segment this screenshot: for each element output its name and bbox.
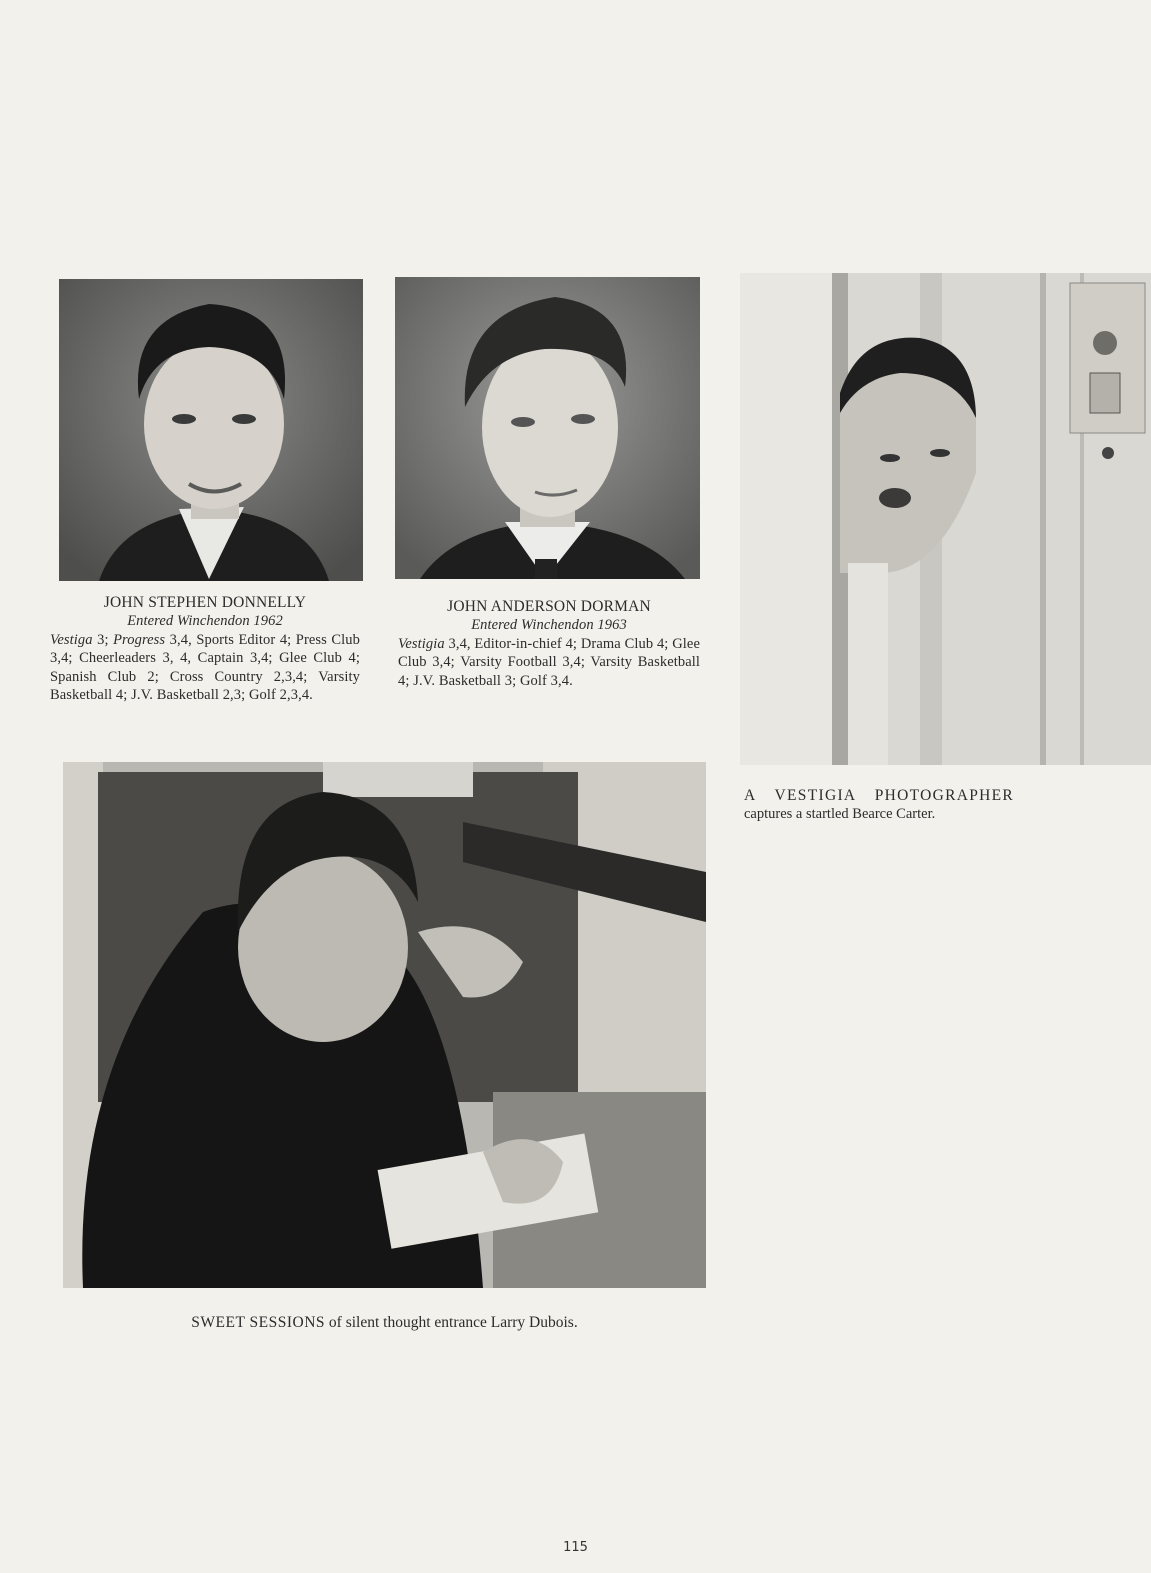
portrait-photo-donnelly [59,279,363,581]
activity-publication: Progress [113,631,166,648]
activity-text: 3; [92,631,114,648]
caption-heading: A VESTIGIA PHOTOGRAPHER [744,787,1015,804]
student-bio-donnelly [50,594,360,704]
entered-year: Entered Winchendon 1963 [471,617,627,634]
candid-photo-dubois [63,762,706,1288]
photo-caption-dubois [63,1313,706,1332]
candid-photo-carter [740,273,1151,765]
caption-body: of silent thought entrance Larry Dubois. [325,1314,578,1331]
student-name: JOHN ANDERSON DORMAN [447,598,651,615]
activity-text: 3,4, Editor-in-chief 4; Drama Club 4; Glee Club 3,4; Varsity Football 3,4; Varsity Basketball 4; J.V. Basketball 3; Golf 3,4. [398,635,700,689]
caption-heading: SWEET SESSIONS [191,1314,326,1331]
photo-caption-carter [744,786,1049,824]
page-number: 115 [563,1540,588,1555]
activity-publication: Vestiga [50,631,93,648]
caption-body: captures a startled Bearce Carter. [744,806,936,822]
portrait-photo-dorman [395,277,700,579]
student-activities [398,635,700,690]
student-name: JOHN STEPHEN DONNELLY [103,594,307,611]
activity-text: 3,4, Sports Editor 4; Press Club 3,4; Cheerleaders 3, 4, Captain 3,4; Glee Club 4; Spanish Club 2; Cross Country 2,3,4; Varsity Basketball 4; J.V. Basketball 2,3; Golf 2,3,4. [50,631,361,704]
activity-publication: Vestigia [398,635,445,652]
entered-year: Entered Winchendon 1962 [127,613,283,630]
student-bio-dorman [398,598,700,690]
student-activities [50,631,360,705]
